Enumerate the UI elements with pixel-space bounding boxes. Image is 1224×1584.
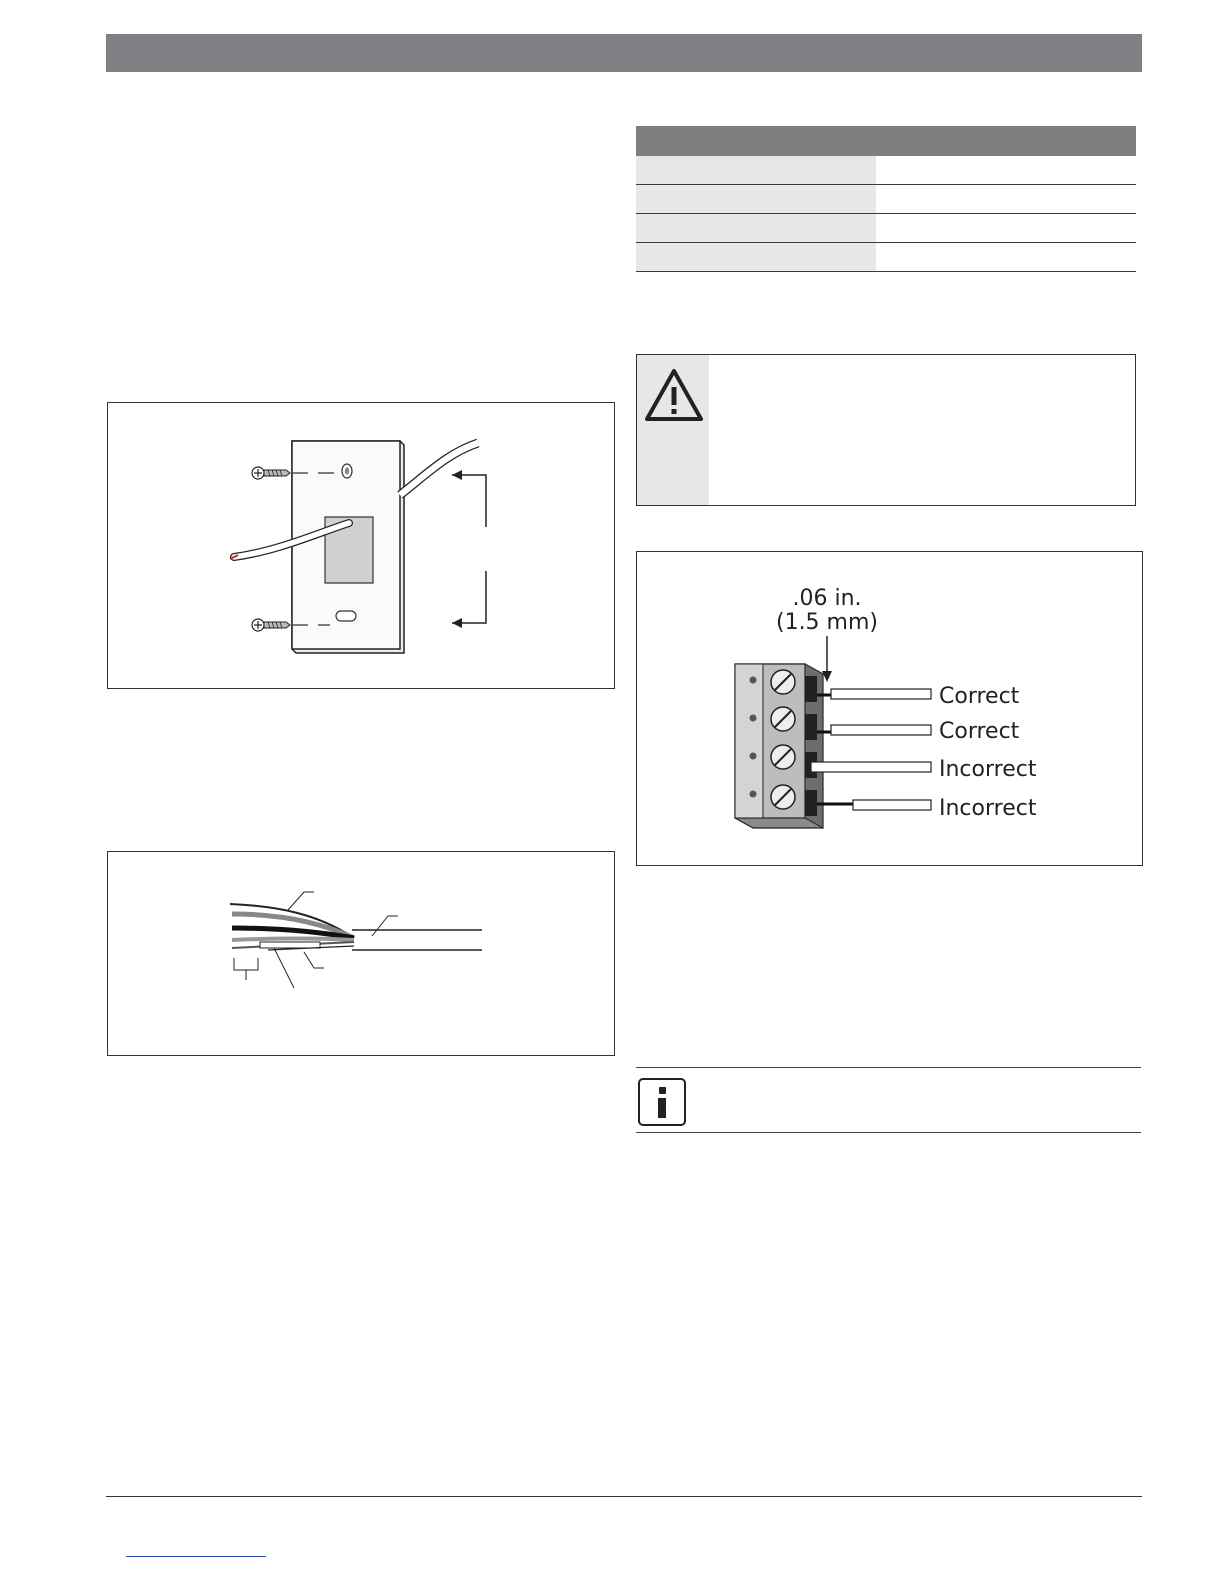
specifications-table <box>636 126 1136 272</box>
table-row <box>636 185 1136 214</box>
caution-box <box>636 354 1136 506</box>
table-row <box>636 156 1136 185</box>
info-note <box>636 1067 1141 1133</box>
warning-triangle-icon <box>643 365 705 427</box>
terminal-block-illustration <box>637 552 1144 867</box>
table-header <box>636 126 1136 156</box>
wire-result-label: Correct <box>939 719 1020 744</box>
wire-result-label: Incorrect <box>939 796 1037 821</box>
footer-link-underline[interactable] <box>126 1556 266 1557</box>
info-icon <box>638 1078 686 1126</box>
screw-icon <box>252 467 290 479</box>
page-header-bar <box>106 34 1142 72</box>
wall-plate-illustration <box>108 403 616 690</box>
figure-wall-plate <box>107 402 615 689</box>
strip-length-metric-label: (1.5 mm) <box>775 610 879 635</box>
strip-length-label: .06 in. <box>792 586 862 611</box>
table-row <box>636 243 1136 272</box>
cable-stripping-illustration <box>108 852 616 1057</box>
footer-divider <box>106 1496 1142 1497</box>
wire-result-label: Incorrect <box>939 757 1037 782</box>
screw-icon <box>252 619 290 631</box>
wire-result-label: Correct <box>939 684 1020 709</box>
figure-wire-strip-length <box>636 551 1143 866</box>
table-row <box>636 214 1136 243</box>
figure-cable-stripping <box>107 851 615 1056</box>
